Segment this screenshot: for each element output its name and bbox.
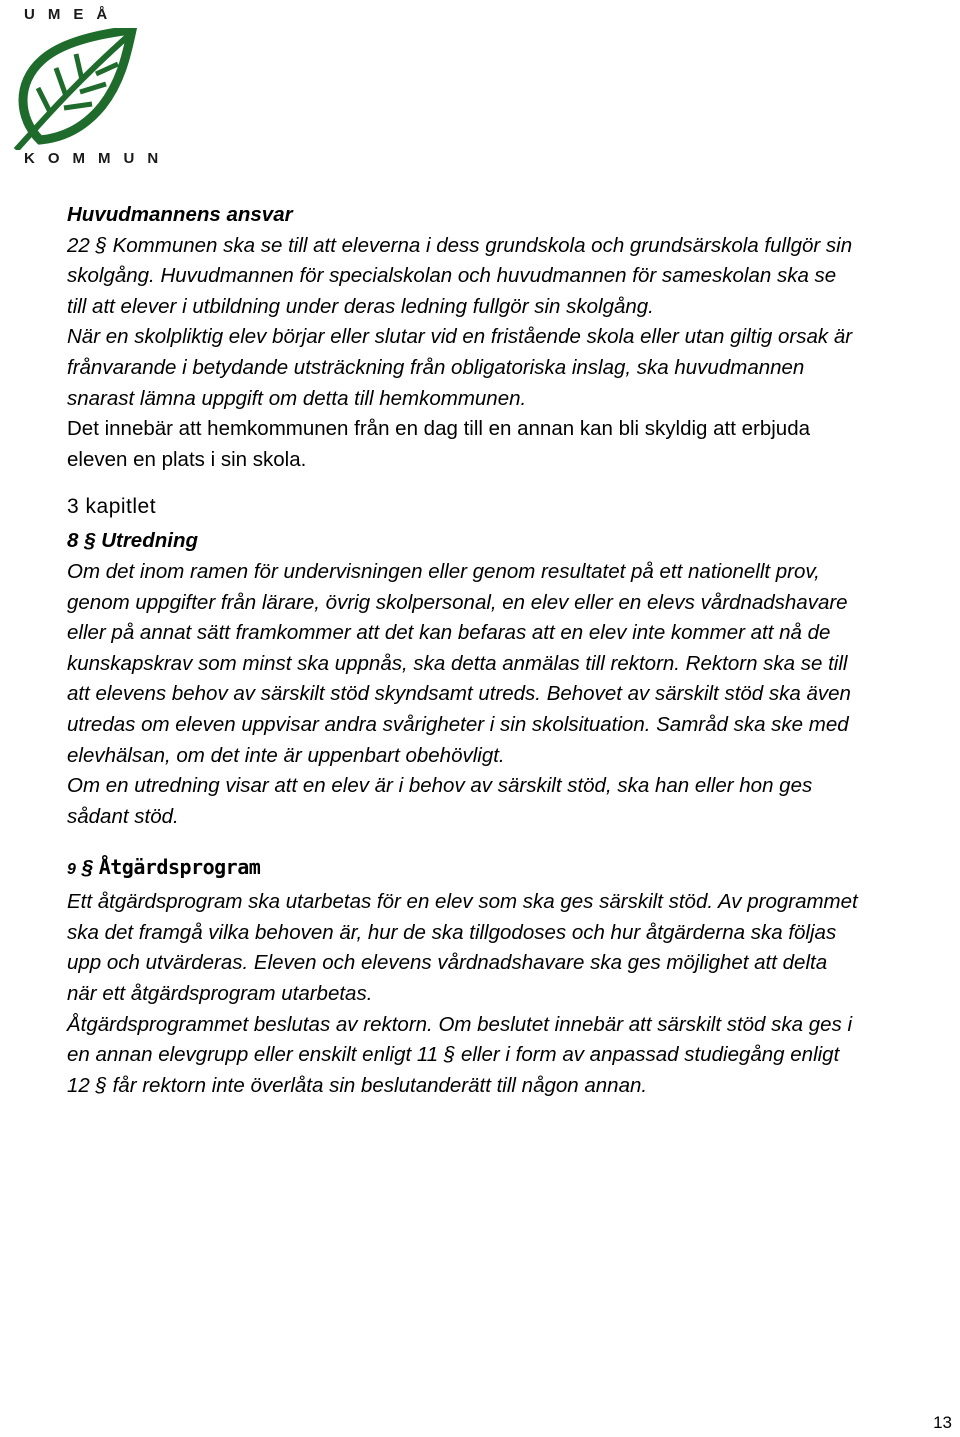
- paragraph-line: till att elever i utbildning under deras ledning fullgör sin skolgång.: [67, 294, 654, 318]
- paragraph-line: Ett åtgärdsprogram ska utarbetas för en elev som ska ges särskilt stöd. Av programmet: [67, 890, 858, 914]
- paragraph-line: 12 § får rektorn inte överlåta sin beslutanderätt till någon annan.: [67, 1073, 648, 1097]
- paragraph-line: frånvarande i betydande utsträckning från obligatoriska inslag, ska huvudmannen: [67, 355, 805, 379]
- paragraph-line: när ett åtgärdsprogram utarbetas.: [67, 982, 373, 1006]
- paragraph-line: upp och utvärderas. Eleven och elevens vårdnadshavare ska ges möjlighet att delta: [67, 951, 828, 975]
- paragraph-line: Om en utredning visar att en elev är i behov av särskilt stöd, ska han eller hon ges: [67, 774, 813, 798]
- paragraph-line: skolgång. Huvudmannen för specialskolan och huvudmannen för sameskolan ska se: [67, 264, 837, 288]
- paragraph-line: snarast lämna uppgift om detta till hemkommunen.: [67, 386, 527, 410]
- chapter-label: 3 kapitlet: [67, 495, 157, 519]
- logo-bottom-text: KOMMUN: [24, 150, 172, 167]
- note-line: Det innebär att hemkommunen från en dag till en annan kan bli skyldig att erbjuda: [67, 417, 811, 441]
- paragraph-line: 22 § Kommunen ska se till att eleverna i dess grundskola och grundsärskola fullgör sin: [67, 233, 853, 257]
- section-heading-huvudman: Huvudmannens ansvar: [67, 203, 293, 226]
- section-number: 9: [67, 861, 76, 879]
- page-number: 13: [933, 1413, 952, 1432]
- paragraph-line: kunskapskrav som minst ska uppnås, ska detta anmälas till rektorn. Rektorn ska se till: [67, 651, 848, 675]
- section-title: Åtgärdsprogram: [98, 855, 261, 880]
- logo-top-text: UMEÅ: [24, 6, 121, 23]
- paragraph-line: sådant stöd.: [67, 804, 179, 828]
- paragraph-line: Åtgärdsprogrammet beslutas av rektorn. Om beslutet innebär att särskilt stöd ska ges i: [67, 1012, 853, 1036]
- paragraph-line: eller på annat sätt framkommer att det kan befaras att en elev inte kommer att nå de: [67, 621, 831, 645]
- section-heading-9: [67, 850, 957, 887]
- paragraph-line: elevhälsan, om det inte är uppenbart obehövligt.: [67, 743, 505, 767]
- paragraph-line: När en skolpliktig elev börjar eller slutar vid en fristående skola eller utan giltig orsak är: [67, 325, 853, 349]
- paragraph-sign: §: [81, 856, 94, 880]
- note-line: eleven en plats i sin skola.: [67, 447, 307, 471]
- paragraph-line: ska det framgå vilka behoven är, hur de ska tillgodoses och hur åtgärderna ska följas: [67, 920, 837, 944]
- section-heading-8: 8 § Utredning: [67, 529, 198, 553]
- paragraph-line: Om det inom ramen för undervisningen eller genom resultatet på ett nationellt prov,: [67, 559, 820, 583]
- paragraph-line: genom uppgifter från lärare, övrig skolpersonal, en elev eller en elevs vårdnadshavare: [67, 590, 848, 614]
- paragraph-line: utredas om eleven uppvisar andra svårigheter i sin skolsituation. Samråd ska ske med: [67, 712, 849, 736]
- paragraph-line: att elevens behov av särskilt stöd skyndsamt utreds. Behovet av särskilt stöd ska även: [67, 682, 851, 706]
- umea-kommun-logo: [10, 4, 172, 170]
- document-body: [67, 200, 957, 1101]
- paragraph-line: en annan elevgrupp eller enskilt enligt 11 § eller i form av anpassad studiegång enligt: [67, 1043, 840, 1067]
- leaf-icon: [10, 28, 138, 150]
